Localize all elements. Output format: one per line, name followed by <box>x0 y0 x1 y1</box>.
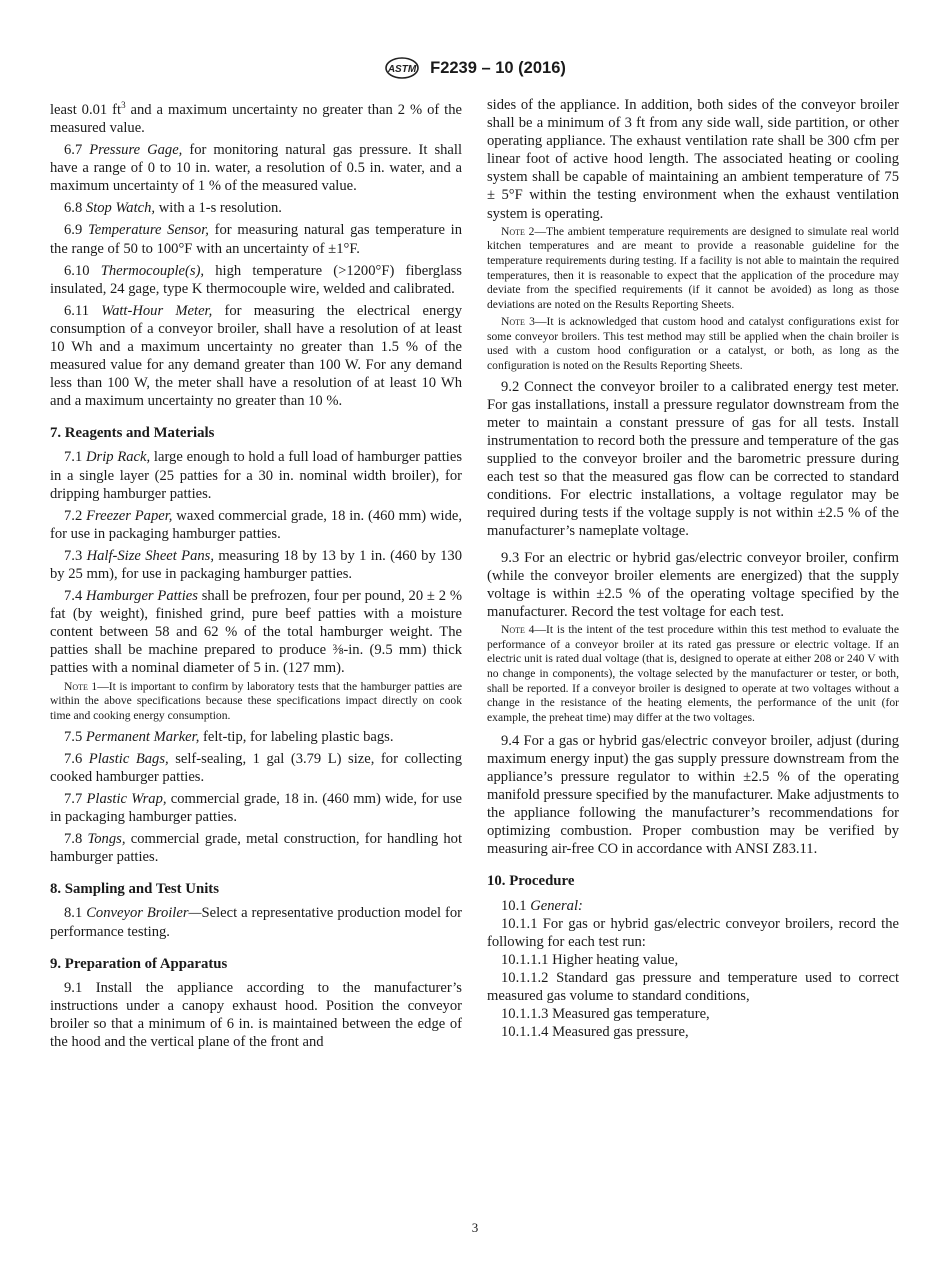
paragraph-6-10: 6.10 Thermocouple(s), high temperature (>1200°F) fiberglass insulated, 24 gage, type K thermocouple wire, welded and calibrated. <box>50 262 462 297</box>
paragraph-7-3: 7.3 Half-Size Sheet Pans, measuring 18 by 13 by 1 in. (460 by 130 by 25 mm), for use in packaging hamburger patties. <box>50 547 462 583</box>
paragraph-8-1: 8.1 Conveyor Broiler—Select a representative production model for performance testing. <box>50 905 462 940</box>
right-column <box>487 96 899 1041</box>
paragraph-10-1-1: 10.1.1 For gas or hybrid gas/electric conveyor broilers, record the following for each test run: <box>487 915 899 950</box>
page-header <box>0 56 950 80</box>
paragraph-7-1: 7.1 Drip Rack, large enough to hold a full load of hamburger patties in a single layer (25 patties for a 30 in. nominal width broiler), for dripping hamburger patties. <box>50 449 463 502</box>
paragraph-9-3: 9.3 For an electric or hybrid gas/electric conveyor broiler, confirm (while the conveyor broiler elements are energized) that the supply voltage is within ±2.5 % of the operating voltage specified by the manufacturer. Record the test voltage for each test. <box>487 549 899 620</box>
section-heading-10: 10. Procedure <box>487 873 575 890</box>
paragraph-10-1-1-2: 10.1.1.2 Standard gas pressure and temperature used to correct measured gas volume to standard conditions, <box>487 969 899 1005</box>
section-heading-8: 8. Sampling and Test Units <box>50 881 219 898</box>
note-2: Note 2—The ambient temperature requirements are designed to simulate real world kitchen temperatures and are meant to provide a reasonable guideline for the temperature requirements during testing. If a facility is not able to maintain the required temperatures, then it is reasonable to expect that the application of the procedure may deviate from the specified requirements (if it cannot be avoided) as long as those deviations are noted on the Results Reporting Sheets. <box>487 224 899 312</box>
note-1: Note 1—It is important to confirm by laboratory tests that the hamburger patties are within the above specifications because these specifications impact directly on cook time and cooking energy consumption. <box>50 679 462 722</box>
paragraph-9-1: 9.1 Install the appliance according to the manufacturer’s instructions under a canopy exhaust hood. Position the conveyor broiler so that a minimum of 6 in. is maintained between the edge of the hood and the vertical plane of the front and <box>50 979 462 1050</box>
page-number: 3 <box>471 1220 479 1235</box>
paragraph-6-8: 6.8 Stop Watch, with a 1-s resolution. <box>64 200 282 217</box>
section-heading-9: 9. Preparation of Apparatus <box>50 955 228 972</box>
paragraph-6-7: 6.7 Pressure Gage, for monitoring natural gas pressure. It shall have a range of 0 to 10 in. water, a resolution of 0.5 in. water, and a maximum uncertainty of 1 % of the measured value. <box>50 142 463 195</box>
paragraph-7-6: 7.6 Plastic Bags, self-sealing, 1 gal (3.79 L) size, for collecting cooked hamburger patties. <box>50 750 462 785</box>
paragraph-6-9: 6.9 Temperature Sensor, for measuring natural gas temperature in the range of 50 to 100°F with an uncertainty of ±1°F. <box>50 222 462 257</box>
paragraph: least 0.01 $ft^3$ and a maximum uncertainty no greater than 2 % of the measured value. <box>50 100 462 136</box>
paragraph-7-4: 7.4 Hamburger Patties shall be prefrozen, four per pound, 20 ± 2 % fat (by weight), finished grind, pure beef patties with a moisture content between 58 and 62 % of the total hamburger weight. The patties shall be machine prepared to produce ⅜-in. (9.5 mm) thick patties with a nominal diameter of 5 in. (127 mm). <box>50 588 462 677</box>
paragraph-9-1-continued: sides of the appliance. In addition, both sides of the conveyor broiler shall be a minimum of 3 ft from any side wall, side partition, or other operating appliance. The exhaust ventilation rate shall be 300 cfm per linear foot of active hood length. The associated heating or cooling system shall be capable of maintaining an ambient temperature of 75 ± 5°F within the testing environment when the exhaust ventilation system is operating. <box>487 97 899 222</box>
paragraph-7-8: 7.8 Tongs, commercial grade, metal construction, for handling hot hamburger patties. <box>50 831 463 866</box>
paragraph-9-4: 9.4 For a gas or hybrid gas/electric conveyor broiler, adjust (during maximum energy input) the gas supply pressure downstream from the appliance’s pressure regulator to within ±2.5 % of the operating manifold pressure specified by the manufacturer. Make adjustments to the appliance following the manufacturer’s recommendations for optimizing combustion. Proper combustion may be verified by measuring air-free CO in accordance with ANSI Z83.11. <box>487 732 899 858</box>
paragraph-10-1: 10.1 General: <box>501 897 583 914</box>
note-4: Note 4—It is the intent of the test procedure within this test method to evaluate the performance of a conveyor broiler at its rated gas pressure or electric voltage. If an electric unit is rated dual voltage (that is, designed to operate at either 208 or 240 V with no change in components), the voltage selected by the manufacturer or tester, or both, shall be reported. If a conveyor broiler is designed to operate at two voltages without a change in the resistance of the heating elements, the performance of the unit (for example, the preheat time) may differ at the two voltages. <box>487 622 899 725</box>
section-heading-7: 7. Reagents and Materials <box>50 425 215 442</box>
left-column <box>50 96 462 1055</box>
paragraph-6-11: 6.11 Watt-Hour Meter, for measuring the electrical energy consumption of a conveyor broiler, shall have a resolution of at least 10 Wh and a maximum uncertainty no greater than 1.5 % of the measured value for any demand greater than 100 W. For any demand less than 100 W, the meter shall have a resolution of at least 10 Wh and a maximum uncertainty no greater than 10 %. <box>50 302 462 410</box>
paragraph-9-2: 9.2 Connect the conveyor broiler to a calibrated energy test meter. For gas installations, install a pressure regulator downstream from the meter to maintain a constant pressure of gas for all tests. Install instrumentation to record both the pressure and temperature of the gas supplied to the conveyor broiler and the barometric pressure during each test so that the measured gas flow can be corrected to standard conditions. For electric installations, a voltage regulator may be required during tests if the voltage supply is not within ±2.5 % of the manufacturer’s nameplate voltage. <box>487 378 899 540</box>
note-3: Note 3—It is acknowledged that custom hood and catalyst configurations exist for some conveyor broilers. This test method may still be applied when the chain broiler is used with a custom hood configuration or a catalyst, or both, as long as the configuration is noted on the Results Reporting Sheets. <box>487 314 899 372</box>
paragraph-10-1-1-3: 10.1.1.3 Measured gas temperature, <box>501 1006 710 1023</box>
document-designation: F2239 – 10 (2016) <box>430 58 566 77</box>
paragraph-7-2: 7.2 Freezer Paper, waxed commercial grade, 18 in. (460 mm) wide, for use in packaging hamburger patties. <box>50 507 463 542</box>
paragraph-10-1-1-4: 10.1.1.4 Measured gas pressure, <box>501 1024 689 1041</box>
astm-logo-icon <box>384 56 420 80</box>
svg-text:ASTM: ASTM <box>387 64 417 75</box>
paragraph-7-5: 7.5 Permanent Marker, felt-tip, for labeling plastic bags. <box>64 728 394 745</box>
paragraph-10-1-1-1: 10.1.1.1 Higher heating value, <box>501 951 679 968</box>
paragraph-7-7: 7.7 Plastic Wrap, commercial grade, 18 in. (460 mm) wide, for use in packaging hamburger patties. <box>50 790 463 826</box>
